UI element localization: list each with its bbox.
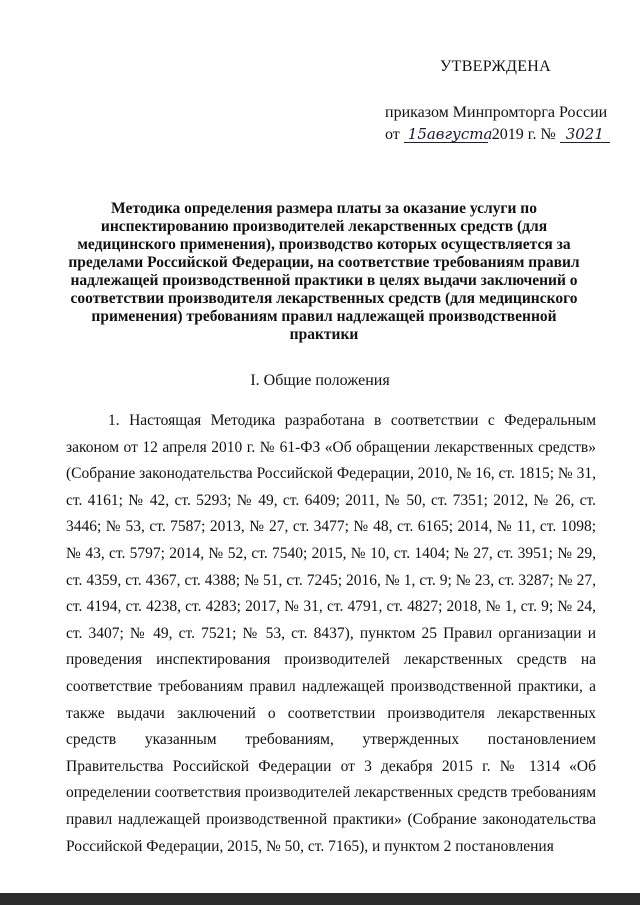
from-label: от	[385, 126, 400, 143]
handwritten-order-number: 3021	[560, 126, 610, 143]
handwritten-date: 15августа	[404, 126, 488, 143]
order-label: приказом Минпромторга России	[385, 104, 608, 121]
paragraph-1: 1. Настоящая Методика разработана в соответствии с Федеральным законом от 12 апреля 2010 г. № 61-ФЗ «Об обращении лекарственных средств» (Собрание законодательства Российской Федерации, 2010, № 16, ст. 1815; № 31, ст. 4161; № 42, ст. 5293; № 49, ст. 6409; 2011, № 50, ст. 7351; 2012, № 26, ст. 3446; № 53, ст. 7587; 2013, № 27, ст. 3477; № 48, ст. 6165; 2014, № 11, ст. 1098; № 43, ст. 5797; 2014, № 52, ст. 7540; 2015, № 10, ст. 1404; № 27, ст. 3951; № 29, ст. 4359, ст. 4367, ст. 4388; № 51, ст. 7245; 2016, № 1, ст. 9; № 23, ст. 3287; № 27, ст. 4194, ст. 4238, ст. 4283; 2017, № 31, ст. 4791, ст. 4827; 2018, № 1, ст. 9; № 24, ст. 3407; № 49, ст. 7521; № 53, ст. 8437), пунктом 25 Правил организации и проведения инспектирования производителей лекарственных средств на соответствие требованиям правил надлежащей производственной практики, а также выдачи заключений о соответствии производителя лекарственных средств указанным требованиям, утвержденных постановлением Правительства Российской Федерации от 3 декабря 2015 г. № 1314 «Об определении соответствия производителей лекарственных средств требованиям правил надлежащей производственной практики» (Собрание законодательства Российской Федерации, 2015, № 50, ст. 7165), и пунктом 2 постановления	[66, 412, 596, 855]
year-label: 2019 г. №	[491, 126, 556, 143]
section-heading: I. Общие положения	[250, 372, 390, 389]
approval-stamp-block	[385, 58, 625, 144]
order-date-line	[385, 126, 625, 144]
scan-edge-bar	[0, 893, 640, 905]
approved-label: УТВЕРЖДЕНА	[440, 58, 552, 75]
document-title: Методика определения размера платы за оказание услуги по инспектированию производителей лекарственных средств (для медицинского применения), производство которых осуществляется за пределами Российской Федерации, на соответствие требованиям правил надлежащей производственной практики в целях выдачи заключений о соответствии производителя лекарственных средств (для медицинского применения) требованиям правил надлежащей производственной практики	[68, 200, 580, 343]
